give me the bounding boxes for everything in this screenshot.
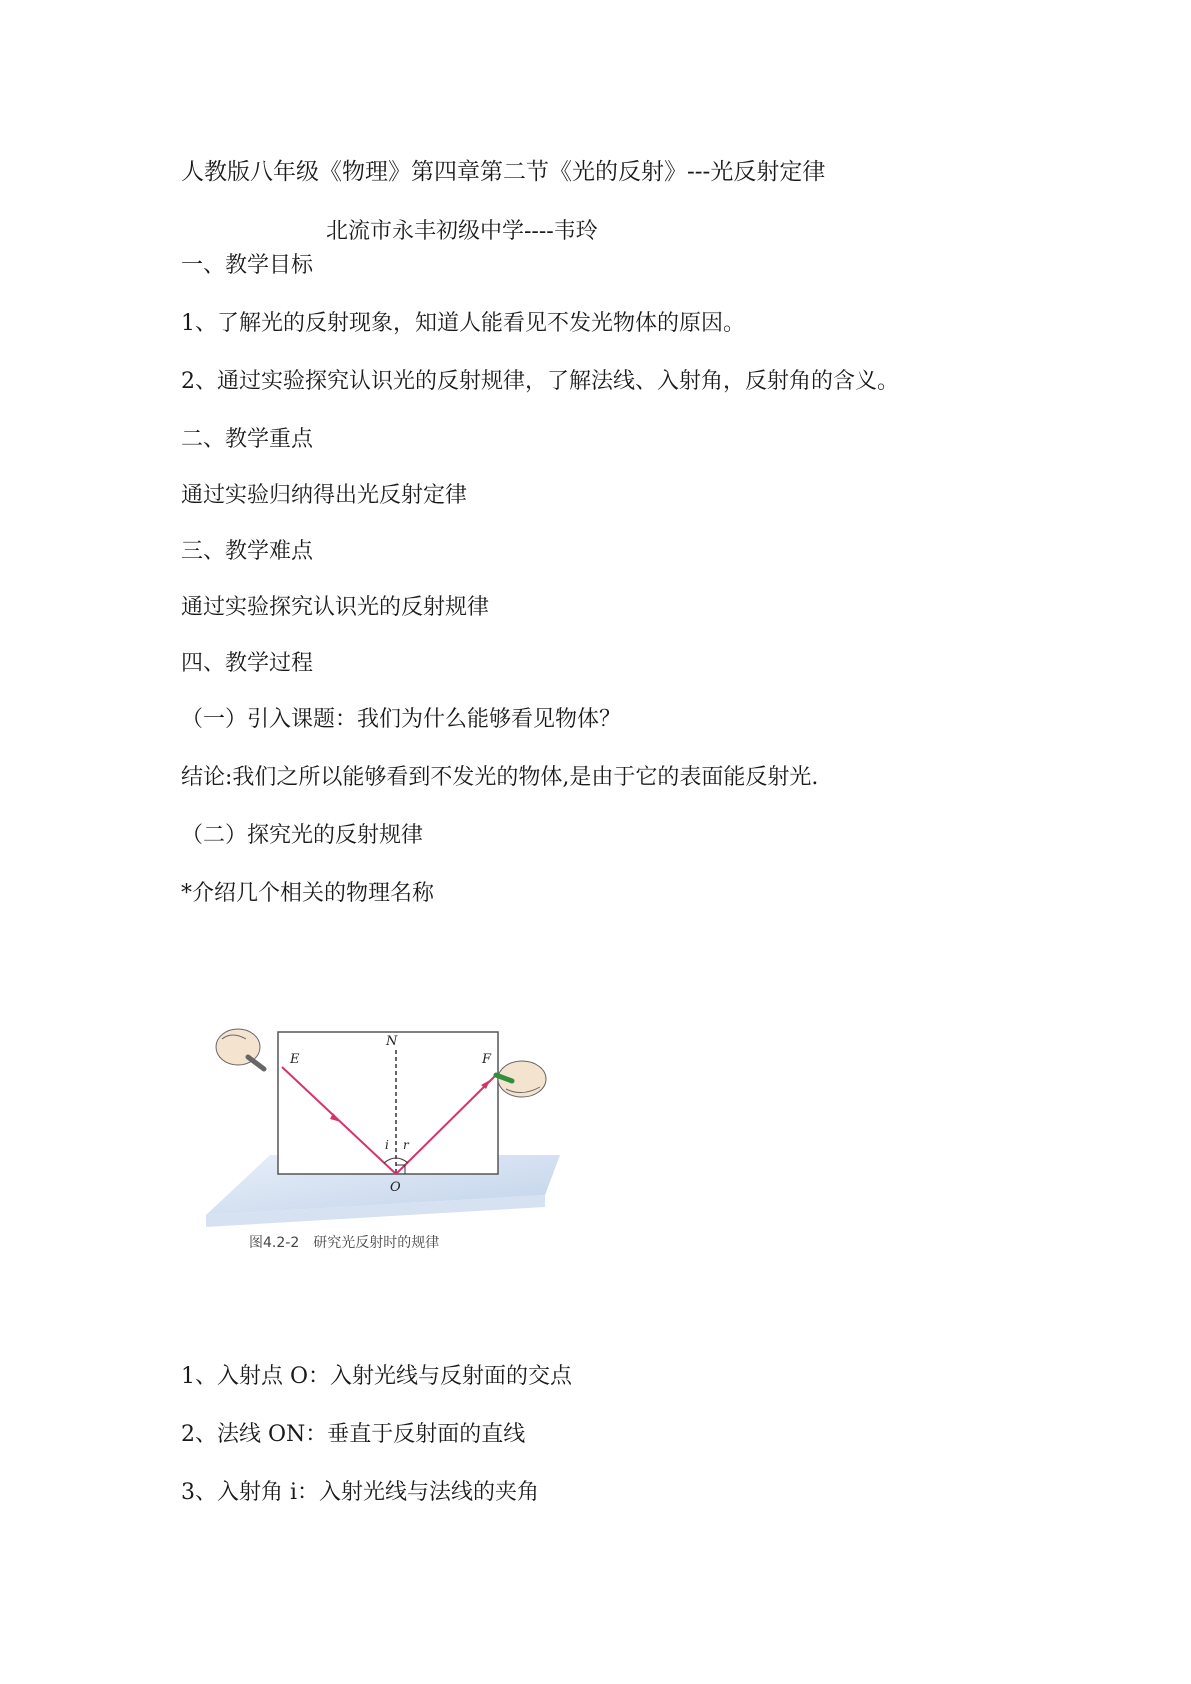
label-incident: E bbox=[290, 1052, 300, 1067]
term-3: 3、入射角 i：入射光线与法线的夹角 bbox=[181, 1480, 540, 1505]
key-point-text: 通过实验归纳得出光反射定律 bbox=[181, 483, 468, 508]
right-hand-icon bbox=[496, 1061, 546, 1097]
process-step-2: （二）探究光的反射规律 bbox=[181, 823, 424, 848]
label-angle-i: i bbox=[385, 1138, 389, 1152]
section-process-heading: 四、教学过程 bbox=[181, 651, 314, 676]
section-key-points-heading: 二、教学重点 bbox=[181, 427, 314, 452]
label-normal: N bbox=[386, 1034, 398, 1049]
term-1: 1、入射点 O：入射光线与反射面的交点 bbox=[181, 1364, 573, 1389]
label-angle-r: r bbox=[403, 1138, 409, 1152]
section-objectives-heading: 一、教学目标 bbox=[181, 253, 314, 278]
document-author: 北流市永丰初级中学----韦玲 bbox=[326, 219, 598, 244]
objective-2: 2、通过实验探究认识光的反射规律，了解法线、入射角，反射角的含义。 bbox=[181, 369, 899, 394]
terms-intro: *介绍几个相关的物理名称 bbox=[181, 881, 435, 906]
document-title: 人教版八年级《物理》第四章第二节《光的反射》---光反射定律 bbox=[181, 159, 826, 185]
term-2: 2、法线 ON：垂直于反射面的直线 bbox=[181, 1422, 526, 1447]
objective-1: 1、了解光的反射现象，知道人能看见不发光物体的原因。 bbox=[181, 311, 745, 336]
label-point: O bbox=[390, 1180, 401, 1195]
section-difficulties-heading: 三、教学难点 bbox=[181, 539, 314, 564]
conclusion-text: 结论:我们之所以能够看到不发光的物体,是由于它的表面能反射光. bbox=[181, 765, 819, 790]
paper-board bbox=[278, 1032, 498, 1174]
process-step-1: （一）引入课题：我们为什么能够看见物体？ bbox=[181, 707, 622, 732]
figure-caption: 图4.2-2 研究光反射时的规律 bbox=[249, 1235, 440, 1251]
difficulty-text: 通过实验探究认识光的反射规律 bbox=[181, 595, 490, 620]
label-reflected: F bbox=[482, 1052, 492, 1067]
left-hand-icon bbox=[216, 1029, 264, 1069]
